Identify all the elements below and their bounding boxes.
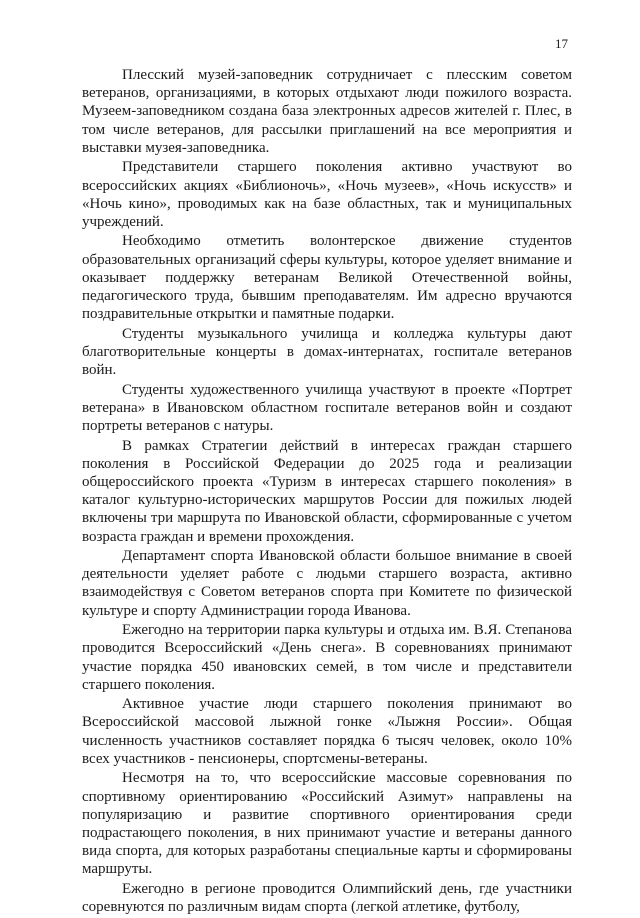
paragraph-music-students: Студенты музыкального училища и колледжа культуры дают благотворительные концерты в домах-интернатах, госпитале ветеранов войн. [82, 325, 572, 379]
paragraph-snow-day: Ежегодно на территории парка культуры и отдыха им. В.Я. Степанова проводится Всероссийский «День снега». В соревнованиях принимают участие порядка 450 ивановских семей, в том числе и представители старшего поколения. [82, 622, 572, 693]
page-body [82, 66, 572, 918]
paragraph-olympic-day: Ежегодно в регионе проводится Олимпийский день, где участники соревнуются по различным видам спорта (легкой атлетике, футболу, [82, 880, 572, 916]
paragraph-national-actions: Представители старшего поколения активно участвуют во всероссийских акциях «Библионочь», «Ночь музеев», «Ночь искусств» и «Ночь кино», проводимых как на базе областных, так и муниципальных учреждений. [82, 159, 572, 230]
paragraph-orienteering: Несмотря на то, что всероссийские массовые соревнования по спортивному ориентированию «Российский Азимут» направлены на популяризацию и развитие спортивного ориентирования среди подрастающего поколения, в них принимают участие и ветераны данного вида спорта, для которых разработаны специальные карты и сформированы маршруты. [82, 770, 572, 878]
paragraph-volunteer-movement: Необходимо отметить волонтерское движение студентов образовательных организаций сферы культуры, которое уделяет внимание и оказывает поддержку ветеранам Великой Отечественной войны, педагогического труда, бывшим преподавателям. Им адресно вручаются поздравительные открытки и памятные подарки. [82, 233, 572, 323]
page-number: 17 [555, 36, 568, 51]
paragraph-ski-race: Активное участие люди старшего поколения принимают во Всероссийской массовой лыжной гонке «Лыжня России». Общая численность участников составляет порядка 6 тысяч человек, около 10% всех участников - пенсионеры, спортсмены-ветераны. [82, 696, 572, 767]
paragraph-sports-department: Департамент спорта Ивановской области большое внимание в своей деятельности уделяет работе с людьми старшего возраста, активно взаимодействуя с Советом ветеранов спорта при Комитете по физической культуре и спорту Администрации города Иванова. [82, 548, 572, 619]
paragraph-tourism-strategy: В рамках Стратегии действий в интересах граждан старшего поколения в Российской Федерации до 2025 года и реализации общероссийского проекта «Туризм в интересах старшего поколения» в каталог культурно-исторических маршрутов России для пожилых людей включены три маршрута по Ивановской области, сформированные с учетом возраста граждан и времени прохождения. [82, 437, 572, 545]
paragraph-art-students: Студенты художественного училища участвуют в проекте «Портрет ветерана» в Ивановском областном госпитале ветеранов войн и создают портреты ветеранов с натуры. [82, 381, 572, 435]
paragraph-plyos-museum: Плесский музей-заповедник сотрудничает с плесским советом ветеранов, организациями, в которых отдыхают люди пожилого возраста. Музеем-заповедником создана база электронных адресов жителей г. Плес, в том числе ветеранов, для рассылки приглашений на все мероприятия и выставки музея-заповедника. [82, 67, 572, 156]
